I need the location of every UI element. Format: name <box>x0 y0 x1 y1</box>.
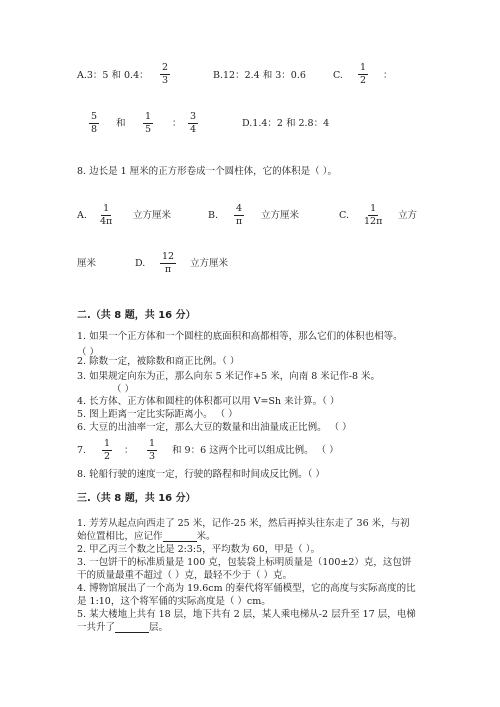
q8-option-c-fraction <box>364 204 382 226</box>
section-2-item-7-number: 7. <box>77 445 87 456</box>
q7-option-a-text: A.3：5 和 0.4： <box>77 70 149 81</box>
q7-option-a-fraction <box>160 63 170 85</box>
answer-blank <box>163 532 197 542</box>
fraction-numerator: 5 <box>91 111 98 122</box>
q7-option-d: D.1.4：2 和 2.8：4 <box>242 118 330 129</box>
fraction-denominator: 4 <box>190 123 197 135</box>
fraction-numerator: 1 <box>149 438 156 449</box>
q7-option-c-fraction-2 <box>89 112 99 134</box>
section-3-item-3-line-1: 3. 一包饼干的标准质量是 100 克，包装袋上标明质量是（100±2）克，这包饼 <box>77 557 412 568</box>
section-2-title: 二.（共 8 题，共 16 分） <box>77 310 196 321</box>
text: 一共升了 <box>77 622 116 633</box>
q8-option-d-fraction <box>160 252 176 274</box>
fraction-denominator: π <box>164 263 172 275</box>
section-2-item-1-answer: （ ） <box>77 347 100 358</box>
q8-option-c-label: C. <box>339 210 349 221</box>
section-2-item-4: 4. 长方体、正方体和圆柱的体积都可以用 V=Sh 来计算。（ ） <box>77 396 340 407</box>
fraction-numerator: 1 <box>370 203 377 214</box>
answer-blank <box>115 623 149 633</box>
fraction-numerator: 2 <box>162 62 169 73</box>
section-3-item-5-line-2 <box>77 622 168 633</box>
q7-option-c-label: C. <box>333 70 343 81</box>
fraction-denominator: 3 <box>149 450 156 462</box>
q8-option-c-unit: 立方 <box>398 210 418 221</box>
section-2-item-3-answer: （ ） <box>112 384 135 395</box>
fraction-denominator: 3 <box>162 74 169 86</box>
section-3-item-4-line-2: 是 1:10，这个将军俑的实际高度是（ ）cm。 <box>77 596 271 607</box>
section-2-item-7-fraction-1 <box>102 439 112 461</box>
section-3-item-3-line-2: 干的质量最重不超过（ ）克，最轻不少于（ ）克。 <box>77 570 293 581</box>
q7-option-c-fraction <box>358 63 368 85</box>
q8-option-a-fraction <box>100 204 112 226</box>
text: 层。 <box>149 622 169 633</box>
q7-option-c-colon: ： <box>383 70 393 81</box>
section-2-item-5: 5. 图上距离一定比实际距离小。 （ ） <box>77 409 238 420</box>
section-3-item-1-line-1: 1. 芳芳从起点向西走了 25 米，记作-25 米，然后再掉头往东走了 36 米，与初 <box>77 518 410 529</box>
section-2-item-2: 2. 除数一定，被除数和商正比例。（ ） <box>77 356 240 367</box>
q7-option-b: B.12：2.4 和 3：0.6 <box>213 70 306 81</box>
section-2-item-1: 1. 如果一个正方体和一个圆柱的底面积和高都相等，那么它们的体积也相等。 <box>77 331 403 342</box>
fraction-denominator: 2 <box>104 450 111 462</box>
fraction-numerator: 4 <box>236 203 243 214</box>
q8-option-a-unit: 立方厘米 <box>133 210 172 221</box>
fraction-numerator: 1 <box>145 111 152 122</box>
section-3-item-1-line-2 <box>77 531 216 542</box>
q7-option-c-fraction-4 <box>188 112 198 134</box>
section-2-item-8: 8. 轮船行驶的速度一定，行驶的路程和时间成反比例。（ ） <box>77 469 325 480</box>
fraction-denominator: 2 <box>360 74 367 86</box>
q8-option-b-unit: 立方厘米 <box>261 210 300 221</box>
fraction-numerator: 12 <box>162 251 175 262</box>
q8-option-a-label: A. <box>77 210 87 221</box>
section-2-item-3: 3. 如果规定向东为正，那么向东 5 米记作+5 米，向南 8 米记作-8 米。 <box>77 371 381 382</box>
fraction-numerator: 3 <box>190 111 197 122</box>
q8-stem: 8. 边长是 1 厘米的正方形卷成一个圆柱体，它的体积是（ ）。 <box>77 166 337 177</box>
fraction-denominator: 4π <box>100 215 113 227</box>
fraction-numerator: 1 <box>360 62 367 73</box>
fraction-denominator: 5 <box>145 123 152 135</box>
fraction-numerator: 1 <box>104 438 111 449</box>
fraction-numerator: 1 <box>103 203 110 214</box>
fraction-denominator: π <box>235 215 243 227</box>
q8-option-b-fraction <box>234 204 244 226</box>
q7-option-c-fraction-3 <box>143 112 153 134</box>
q8-option-d-label: D. <box>135 258 146 269</box>
section-2-item-7-fraction-2 <box>147 439 157 461</box>
section-3-item-2: 2. 甲乙丙三个数之比是 2:3:5，平均数为 60，甲是（ ）。 <box>77 544 321 555</box>
section-2-item-6: 6. 大豆的出油率一定，那么大豆的数量和出油量成正比例。 （ ） <box>77 422 352 433</box>
section-3-item-4-line-1: 4. 博物馆展出了一个高为 19.6cm 的秦代将军俑模型，它的高度与实际高度的比 <box>77 583 416 594</box>
section-3-item-5-line-1: 5. 某大楼地上共有 18 层，地下共有 2 层，某人乘电梯从-2 层升至 17 层，电梯 <box>77 609 416 620</box>
text: 米。 <box>196 531 216 542</box>
text: 始位置相比，应记作 <box>77 531 163 542</box>
q7-option-c-and: 和 <box>116 118 126 129</box>
q8-option-b-label: B. <box>208 210 219 221</box>
q7-option-c-colon-2: ： <box>172 118 182 129</box>
fraction-denominator: 12π <box>364 215 383 227</box>
q8-option-d-unit: 立方厘米 <box>190 258 229 269</box>
section-2-item-7-colon: ： <box>124 445 134 456</box>
section-3-title: 三.（共 8 题，共 16 分） <box>77 493 196 504</box>
fraction-denominator: 8 <box>91 123 98 135</box>
q8-option-c-unit-cont: 厘米 <box>77 258 97 269</box>
section-2-item-7-text: 和 9：6 这两个比可以组成比例。 （ ） <box>172 445 339 456</box>
